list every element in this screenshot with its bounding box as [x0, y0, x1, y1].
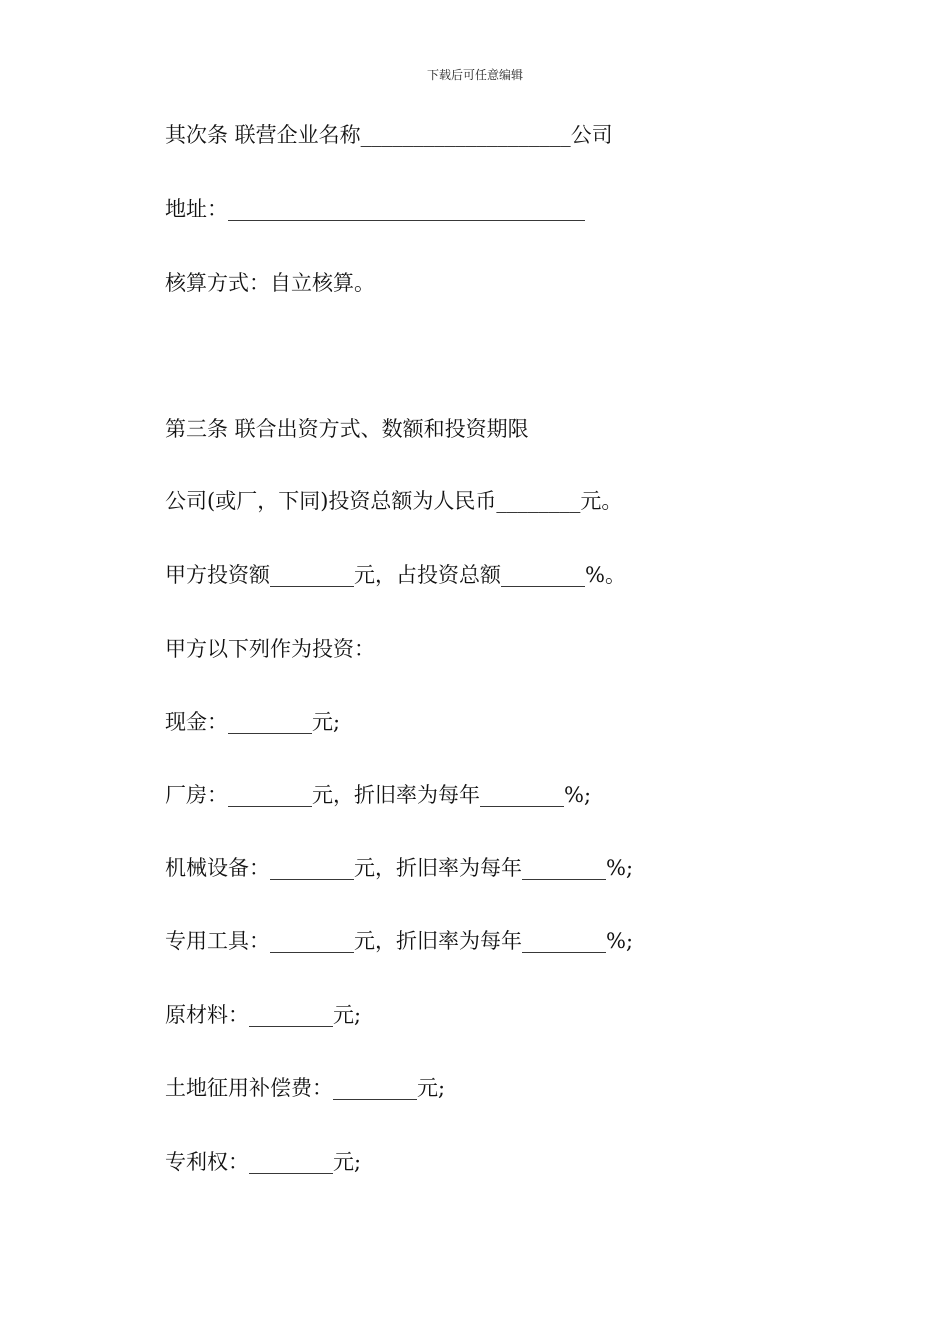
special-tools-line: 专用工具：________元，折旧率为每年________%; — [165, 929, 634, 953]
cash-line: 现金：________元; — [165, 710, 341, 734]
raw-materials-line: 原材料：________元; — [165, 1003, 362, 1027]
page-header-note: 下载后可任意编辑 — [426, 68, 523, 82]
land-compensation-line: 土地征用补偿费：________元; — [165, 1076, 446, 1100]
address-line: 地址：__________________________________ — [165, 197, 585, 221]
total-investment-line: 公司(或厂，下同)投资总额为人民币________元。 — [165, 489, 623, 513]
accounting-method-line: 核算方式：自立核算。 — [165, 271, 375, 295]
party-a-investment-line: 甲方投资额________元，占投资总额________%。 — [165, 563, 626, 587]
clause-3-heading: 第三条 联合出资方式、数额和投资期限 — [165, 417, 529, 441]
clause-2-enterprise-name: 其次条 联营企业名称____________________公司 — [165, 123, 613, 147]
plant-line: 厂房：________元，折旧率为每年________%; — [165, 783, 592, 807]
party-a-items-intro: 甲方以下列作为投资： — [165, 637, 375, 661]
machinery-line: 机械设备：________元，折旧率为每年________%; — [165, 856, 634, 880]
patent-line: 专利权：________元; — [165, 1150, 362, 1174]
